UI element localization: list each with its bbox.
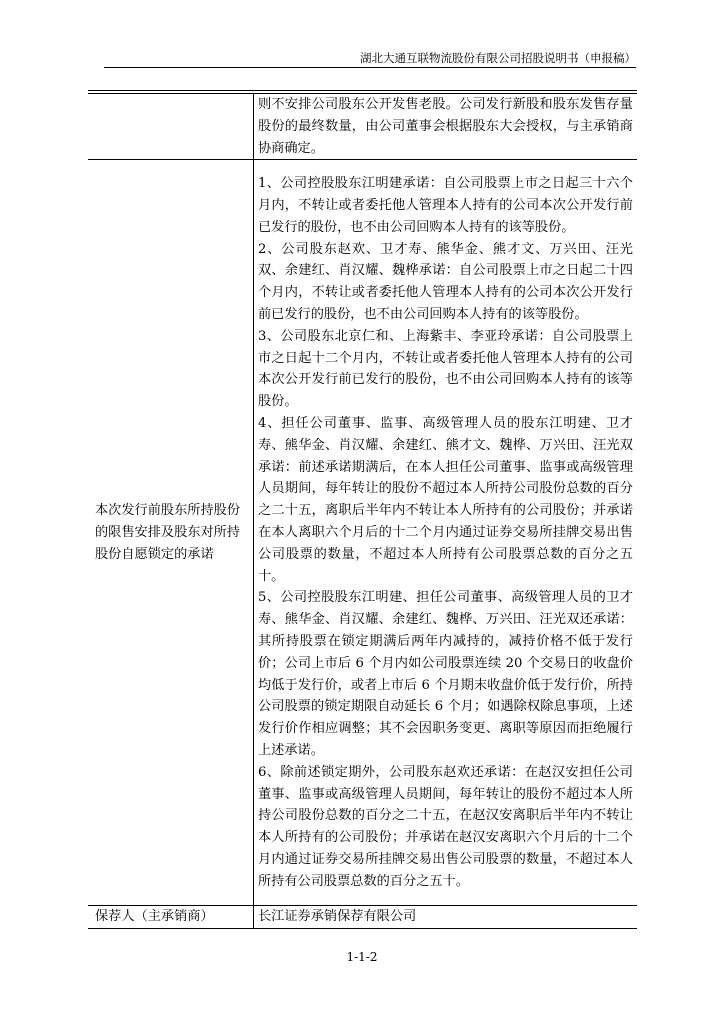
row-content [254, 906, 638, 929]
prospectus-table [88, 93, 637, 929]
paragraph: 5、公司控股股东江明建、担任公司董事、高级管理人员的卫才寿、熊华金、肖汉耀、余建红、魏桦、万兴田、汪光双还承诺：其所持股票在锁定期满后两年内减持的，减持价格不低于发行价；公司上市后 6 个月内如公司股票连续 20 个交易日的收盘价均低于发行价，或者上市后 6 个月期末收盘价低于发行价，所持公司股票的锁定期限自动延长 6 个月；如遇除权除息事项，上述发行价作相应调整；其不会因职务变更、离职等原因而拒绝履行上述承诺。 [258, 590, 633, 758]
paragraph: 3、公司股东北京仁和、上海紫丰、李亚玲承诺：自公司股票上市之日起十二个月内，不转让或者委托他人管理本人持有的公司本次公开发行前已发行的股份，也不由公司回购本人持有的该等股份。 [258, 328, 633, 410]
table-row [88, 160, 637, 906]
table-row [88, 94, 637, 160]
row-label: 保荐人（主承销商） [88, 906, 254, 929]
paragraph: 则不安排公司股东公开发售老股。公司发行新股和股东发售存量股份的最终数量，由公司董事会根据股东大会授权，与主承销商协商确定。 [258, 97, 633, 156]
table-top-rule [88, 90, 637, 91]
paragraph: 2、公司股东赵欢、卫才寿、熊华金、熊才文、万兴田、汪光双、余建红、肖汉耀、魏桦承诺：自公司股票上市之日起二十四个月内，不转让或者委托他人管理本人持有的公司本次公开发行前已发行的股份，也不由公司回购本人持有的该等股份。 [258, 241, 633, 323]
page-number: 1-1-2 [346, 950, 378, 964]
row-label [88, 94, 254, 160]
paragraph: 6、除前述锁定期外，公司股东赵欢还承诺：在赵汉安担任公司董事、监事或高级管理人员期间，每年转让的股份不超过本人所持公司股份总数的百分之二十五，在赵汉安离职后半年内不转让本人所持有的公司股份；并承诺在赵汉安离职六个月后的十二个月内通过证券交易所挂牌交易出售公司股票的数量，不超过本人所持有公司股票总数的百分之五十。 [258, 764, 633, 889]
paragraph: 4、担任公司董事、监事、高级管理人员的股东江明建、卫才寿、熊华金、肖汉耀、余建红、熊才文、魏桦、万兴田、汪光双承诺：前述承诺期满后，在本人担任公司董事、监事或高级管理人员期间，每年转让的股份不超过本人所持公司股份总数的百分之二十五，离职后半年内不转让本人所持有的公司股份；并承诺在本人离职六个月后的十二个月内通过证券交易所挂牌交易出售公司股票的数量，不超过本人所持有公司股票总数的百分之五十。 [258, 416, 633, 584]
row-label: 本次发行前股东所持股份的限售安排及股东对所持股份自愿锁定的承诺 [88, 160, 254, 906]
row-content [254, 94, 638, 160]
table-row [88, 906, 637, 929]
paragraph: 长江证券承销保荐有限公司 [258, 909, 417, 925]
row-content [254, 160, 638, 906]
document-header: 湖北大通互联物流股份有限公司招股说明书（申报稿） [360, 51, 636, 65]
paragraph: 1、公司控股股东江明建承诺：自公司股票上市之日起三十六个月内，不转让或者委托他人管理本人持有的公司本次公开发行前已发行的股份，也不由公司回购本人持有的该等股份。 [258, 176, 633, 235]
header-rule [104, 67, 636, 68]
